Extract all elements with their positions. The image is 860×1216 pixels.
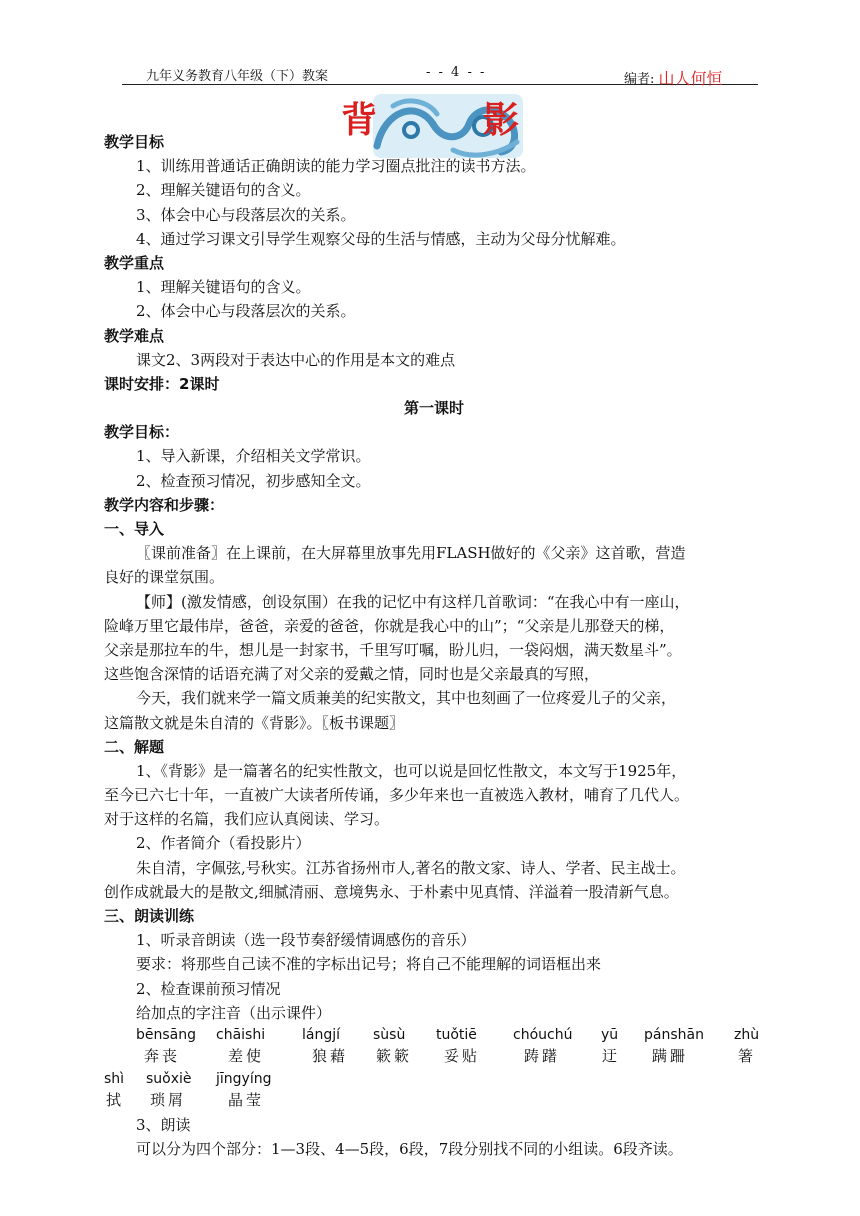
body-line: 今天，我们就来学一篇文质兼美的纪实散文，其中也刻画了一位疼爱儿子的父亲，: [136, 689, 677, 708]
section-heading: 教学目标: [104, 133, 165, 151]
header-editor-name: 山人何恒: [658, 69, 723, 88]
body-line: 3、朗读: [136, 1115, 191, 1134]
hanzi-word: 簌簌: [376, 1046, 413, 1065]
body-line: 3、体会中心与段落层次的关系。: [136, 205, 356, 224]
body-line: 这些饱含深情的话语充满了对父亲的爱戴之情，同时也是父亲最真的写照，: [104, 665, 600, 684]
title-char-2: 影: [483, 100, 520, 141]
body-line: 2、检查课前预习情况: [136, 979, 281, 998]
body-line: 可以分为四个部分：1—3段、4—5段，6段，7段分别找不同的小组读。6段齐读。: [136, 1140, 683, 1159]
body-line: 父亲是那拉车的牛，想儿是一封家书，千里写叮嘱，盼儿归，一袋闷烟，满天数星斗”。: [104, 640, 682, 659]
lesson-plan-body: [104, 130, 764, 1161]
pinyin: pánshān: [644, 1026, 704, 1043]
section-heading: 一、导入: [104, 520, 165, 538]
body-line: 创作成就最大的是散文,细腻清丽、意境隽永、于朴素中见真情、洋溢着一股清新气息。: [104, 882, 679, 901]
pinyin: suǒxiè: [146, 1070, 192, 1087]
body-line: 要求：将那些自己读不准的字标出记号；将自己不能理解的词语框出来: [136, 955, 602, 974]
body-line: 1、理解关键语句的含义。: [136, 278, 311, 297]
body-line: 良好的课堂氛围。: [104, 568, 225, 587]
pinyin: shì: [104, 1070, 125, 1087]
section-heading: 教学难点: [104, 326, 165, 345]
lesson-period-title: 第一课时: [403, 399, 464, 418]
hanzi-word: 箸: [738, 1046, 757, 1065]
hanzi-row-2: [104, 1090, 764, 1113]
pinyin: bēnsāng: [136, 1026, 197, 1043]
body-line: 朱自清，字佩弦,号秋实。江苏省扬州市人,著名的散文家、诗人、学者、民主战士。: [136, 858, 686, 877]
body-line: 对于这样的名篇，我们应认真阅读、学习。: [104, 810, 390, 829]
hanzi-word: 差使: [228, 1046, 265, 1065]
hanzi-word: 拭: [106, 1090, 125, 1109]
pinyin-row-2: [104, 1069, 764, 1093]
pinyin: chāishi: [216, 1026, 266, 1043]
body-line: 险峰万里它最伟岸，爸爸，亲爱的爸爸，你就是我心中的山”；“父亲是儿那登天的梯，: [104, 616, 675, 635]
body-line: 〖课前准备〗在上课前，在大屏幕里放事先用FLASH做好的《父亲》这首歌，营造: [136, 544, 686, 563]
body-line: 【师】(激发情感，创设氛围）在我的记忆中有这样几首歌词：“在我心中有一座山，: [136, 592, 690, 611]
body-line: 1、训练用普通话正确朗读的能力学习圈点批注的读书方法。: [136, 157, 536, 176]
page-header: [122, 62, 758, 88]
body-line: 2、检查预习情况，初步感知全文。: [136, 471, 371, 490]
body-line: 1、导入新课，介绍相关文学常识。: [136, 447, 371, 466]
section-heading: 教学目标：: [104, 423, 180, 442]
hanzi-word: 蹒跚: [652, 1046, 689, 1065]
section-heading: 三、朗读训练: [104, 907, 195, 925]
body-line: 给加点的字注音（出示课件）: [136, 1003, 332, 1022]
hanzi-word: 妥贴: [444, 1046, 481, 1065]
pinyin: sùsù: [373, 1026, 406, 1043]
hanzi-word: 晶莹: [228, 1090, 265, 1109]
section-heading: 教学内容和步骤：: [104, 495, 225, 514]
pinyin: yū: [601, 1026, 619, 1043]
hanzi-word: 踌躇: [524, 1046, 561, 1065]
body-line: 4、通过学习课文引导学生观察父母的生活与情感，主动为父母分忧解难。: [136, 229, 626, 248]
body-line: 2、理解关键语句的含义。: [136, 181, 311, 200]
body-line: 2、作者简介（看投影片）: [136, 834, 311, 853]
header-editor-label: 编者:: [624, 72, 655, 87]
pinyin: lángjí: [302, 1026, 341, 1043]
body-line: 这篇散文就是朱自清的《背影》。〖板书课题〗: [104, 713, 405, 732]
hanzi-row-1: [104, 1046, 764, 1069]
section-heading: 课时安排：2课时: [104, 374, 220, 393]
section-heading: 教学重点: [104, 253, 165, 272]
header-editor: [624, 65, 723, 88]
header-course-title: 九年义务教育八年级（下）教案: [146, 69, 329, 84]
pinyin: jīngyíng: [216, 1070, 272, 1087]
pinyin: zhù: [734, 1026, 760, 1043]
body-line: 1、听录音朗读（选一段节奏舒缓情调感伤的音乐）: [136, 931, 476, 950]
body-line: 2、体会中心与段落层次的关系。: [136, 302, 356, 321]
hanzi-word: 狼藉: [312, 1046, 349, 1065]
body-line: 课文2、3两段对于表达中心的作用是本文的难点: [136, 350, 456, 369]
pinyin: tuǒtiē: [436, 1026, 477, 1043]
body-line: 至今已六七十年，一直被广大读者所传诵，多少年来也一直被选入教材，哺育了几代人。: [104, 786, 690, 805]
header-page-number: - - 4 - -: [426, 65, 487, 80]
body-line: 1、《背影》是一篇著名的纪实性散文，也可以说是回忆性散文，本文写于1925年，: [136, 761, 687, 780]
hanzi-word: 琐屑: [150, 1090, 187, 1109]
title-char-1: 背: [341, 100, 378, 141]
pinyin: chóuchú: [513, 1026, 573, 1043]
hanzi-word: 奔丧: [144, 1046, 181, 1065]
section-heading: 二、解题: [104, 737, 165, 756]
hanzi-word: 迂: [602, 1046, 621, 1065]
